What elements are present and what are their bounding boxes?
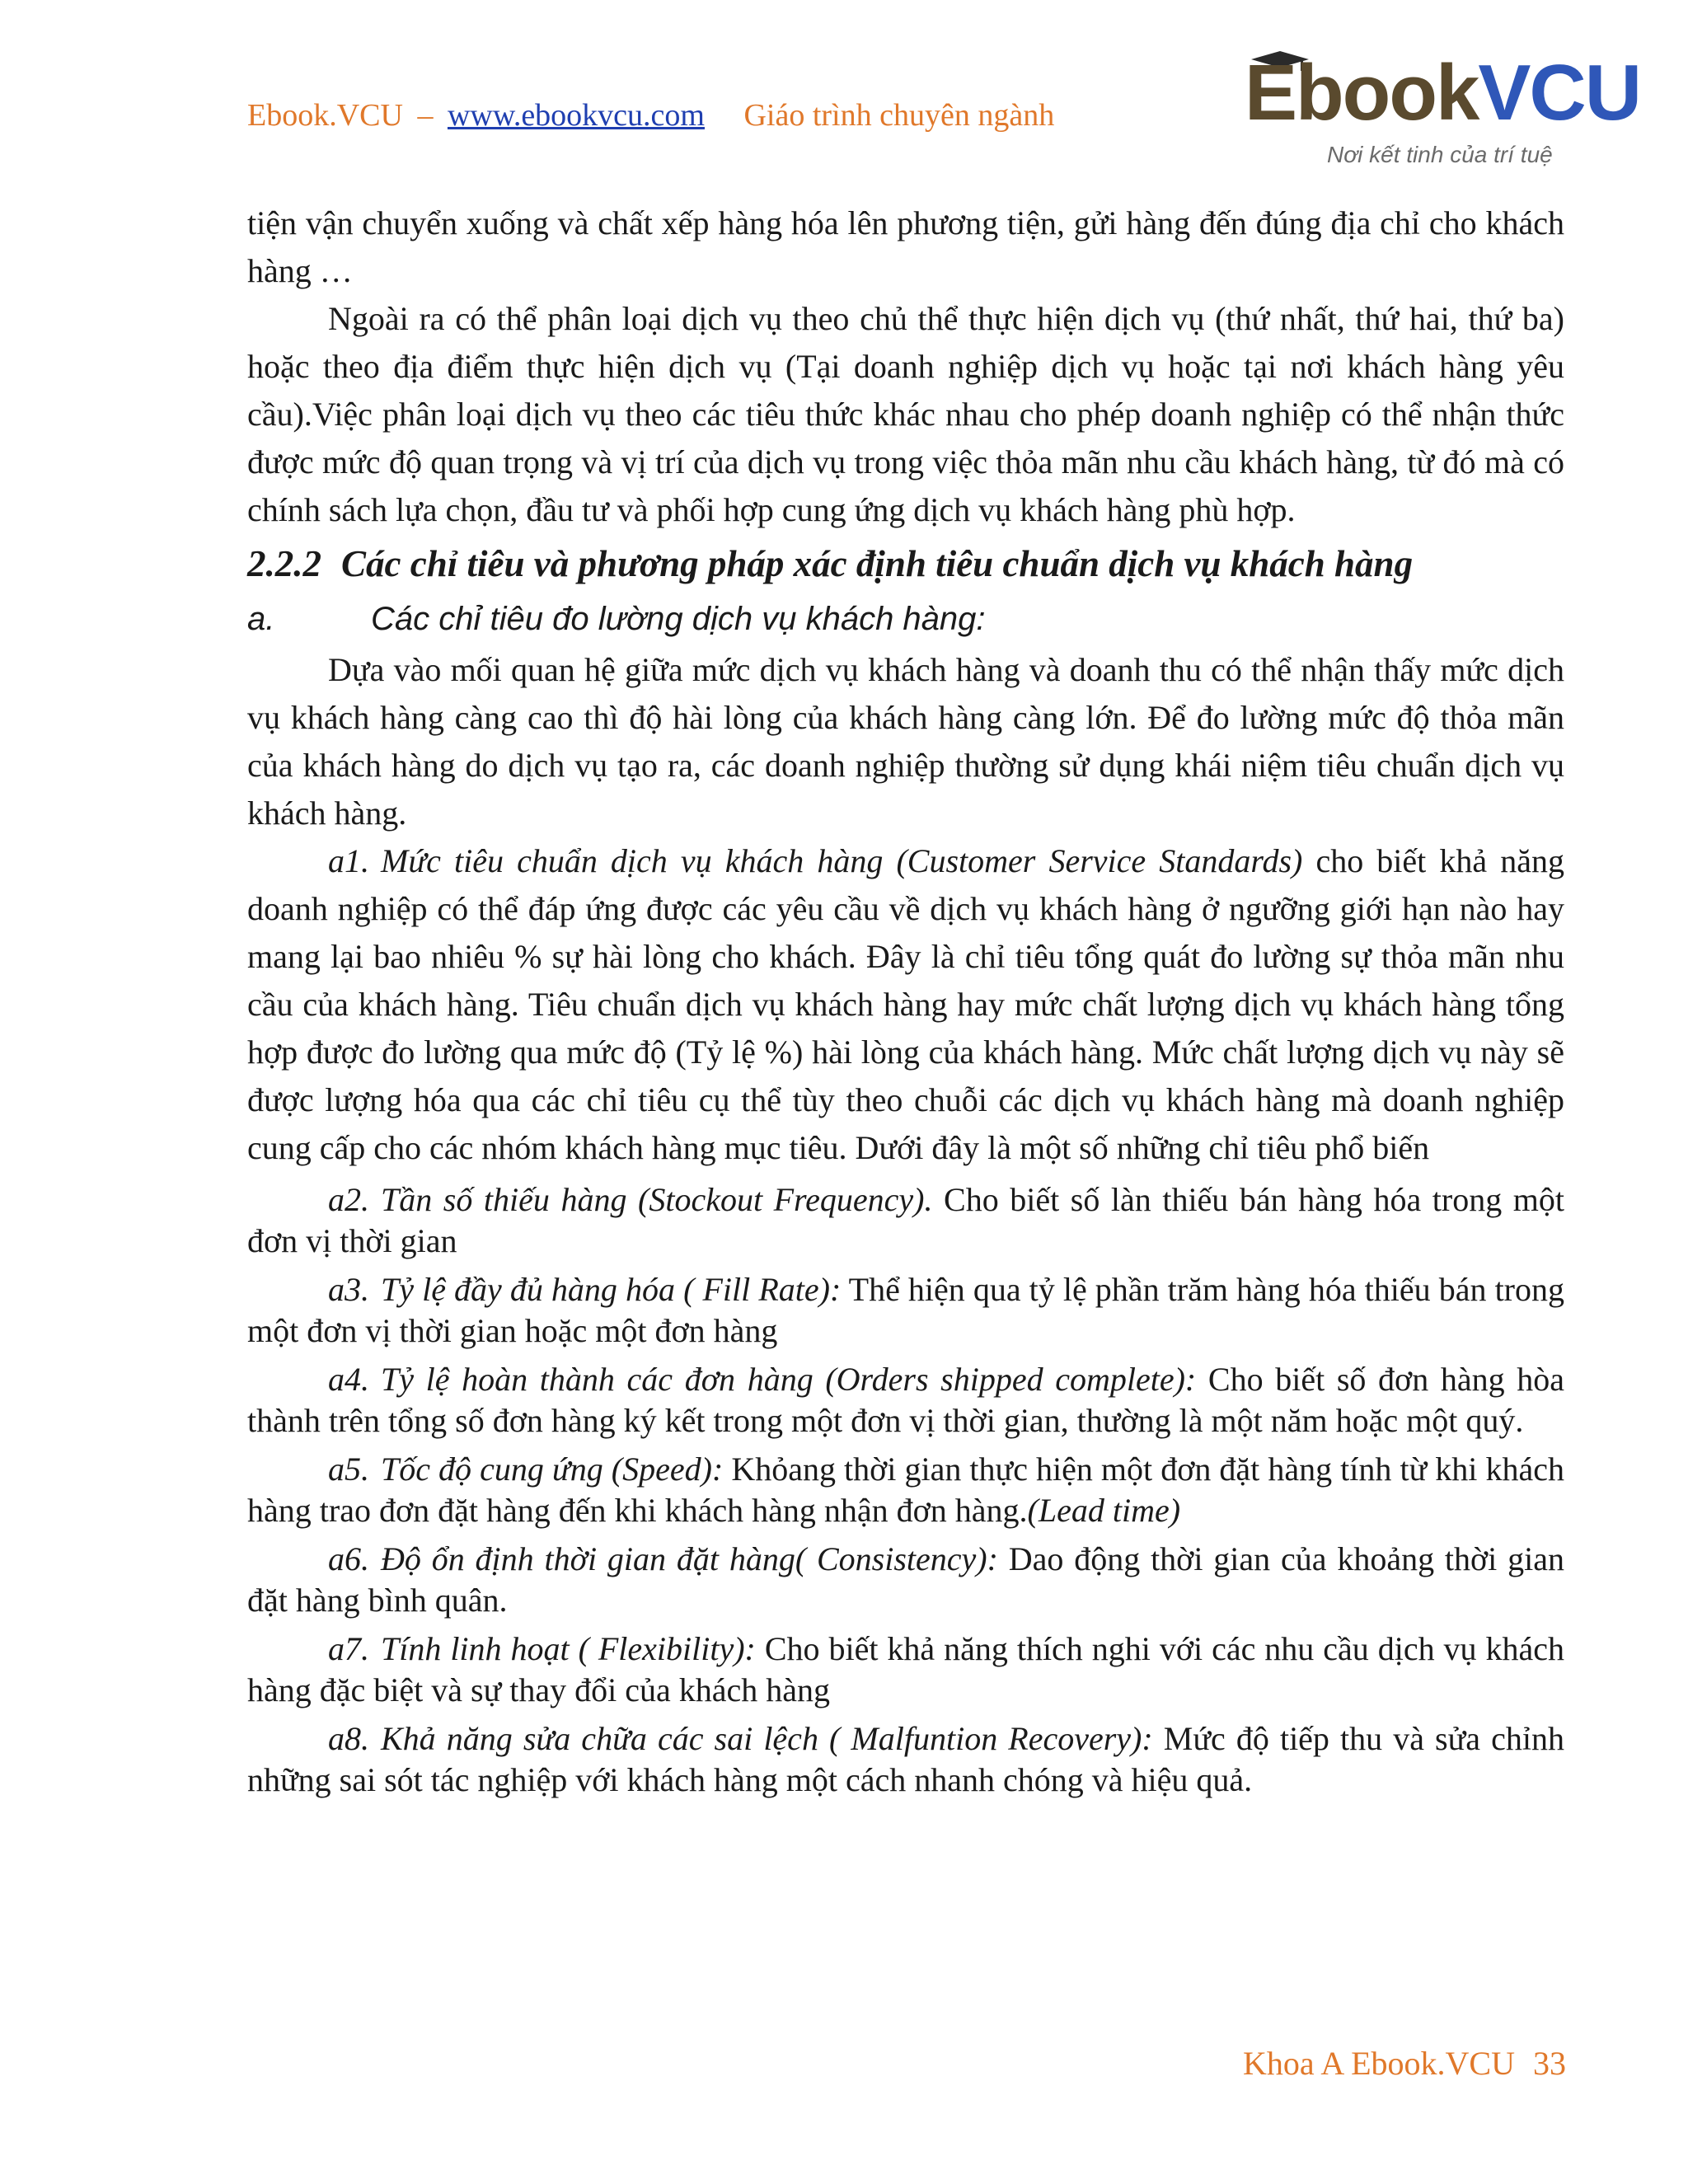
indicator-text: Cho biết số làn thiếu bán hàng hóa trong một đơn vị thời gian — [247, 1181, 1564, 1259]
indicator-item — [247, 1539, 1564, 1621]
indicator-label: a6. — [328, 1540, 369, 1577]
logo-wordmark — [1245, 48, 1640, 138]
indicator-text: Thể hiện qua tỷ lệ phần trăm hàng hóa thiếu bán trong một đơn vị thời gian hoặc một đơn hàng — [247, 1271, 1565, 1349]
indicator-term: Tốc độ cung ứng (Speed): — [381, 1451, 724, 1488]
indicator-item — [247, 1179, 1564, 1262]
indicator-term: Tỷ lệ đầy đủ hàng hóa ( Fill Rate): — [381, 1271, 842, 1308]
subsection-title: Các chỉ tiêu đo lường dịch vụ khách hàng: — [371, 601, 986, 637]
page-footer — [1243, 2044, 1566, 2083]
indicator-label: a3. — [328, 1271, 369, 1308]
indicator-label: a2. — [328, 1181, 369, 1218]
paragraph-1: tiện vận chuyển xuống và chất xếp hàng hóa lên phương tiện, gửi hàng đến đúng địa chỉ cho khách hàng … — [247, 204, 1564, 289]
header-course: Giáo trình chuyên ngành — [743, 98, 1055, 133]
indicator-text: Mức độ tiếp thu và sửa chỉnh những sai sót tác nghiệp với khách hàng một cách nhanh chóng và hiệu quả. — [247, 1720, 1564, 1798]
indicator-item — [247, 1359, 1564, 1441]
header-url-link[interactable]: www.ebookvcu.com — [447, 98, 705, 133]
indicator-term: Tần số thiếu hàng (Stockout Frequency). — [381, 1181, 933, 1218]
indicator-text: Cho biết số đơn hàng hòa thành trên tổng số đơn hàng ký kết trong một đơn vị thời gian, thường là một năm hoặc một quý. — [247, 1361, 1564, 1439]
indicator-text: Dao động thời gian của khoảng thời gian đặt hàng bình quân. — [247, 1540, 1564, 1619]
paragraph-3: Dựa vào mối quan hệ giữa mức dịch vụ khách hàng và doanh thu có thể nhận thấy mức dịch vụ khách hàng càng cao thì độ hài lòng của khách hàng càng lớn. Để đo lường mức độ thỏa mãn của khách hàng do dịch vụ tạo ra, các doanh nghiệp thường sử dụng khái niệm tiêu chuẩn dịch vụ khách hàng. — [247, 651, 1564, 832]
subsection-heading — [247, 595, 1564, 643]
paragraph-2: Ngoài ra có thể phân loại dịch vụ theo chủ thể thực hiện dịch vụ (thứ nhất, thứ hai, thứ ba) hoặc theo địa điểm thực hiện dịch vụ (Tại doanh nghiệp dịch vụ hoặc tại nơi khách hàng yêu cầu).Việc phân loại dịch vụ theo các tiêu thức khác nhau cho phép doanh nghiệp có thể nhận thức được mức độ quan trọng và vị trí của dịch vụ trong việc thỏa mãn nhu cầu khách hàng, từ đó mà có chính sách lựa chọn, đầu tư và phối hợp cung ứng dịch vụ khách hàng phù hợp. — [247, 300, 1564, 528]
indicator-term: Độ ổn định thời gian đặt hàng( Consistency): — [381, 1540, 998, 1577]
indicator-term: Mức tiêu chuẩn dịch vụ khách hàng (Customer Service Standards) — [381, 842, 1303, 879]
header-separator: – — [417, 98, 434, 133]
indicator-item — [247, 1269, 1564, 1352]
indicator-label: a4. — [328, 1361, 369, 1398]
logo-word-suffix: VCU — [1478, 49, 1641, 137]
indicator-term: Tỷ lệ hoàn thành các đơn hàng (Orders shipped complete): — [381, 1361, 1197, 1398]
indicator-label: a8. — [328, 1720, 369, 1757]
page-number: 33 — [1533, 2045, 1566, 2082]
footer-label: Khoa A Ebook.VCU — [1243, 2045, 1515, 2082]
logo-tagline: Nơi kết tinh của trí tuệ — [1327, 142, 1553, 167]
indicator-text: cho biết khả năng doanh nghiệp có thể đáp ứng được các yêu cầu về dịch vụ khách hàng ở ngưỡng giới hạn nào hay mang lại bao nhiêu % sự hài lòng cho khách. Đây là chỉ tiêu tổng quát đo lường sự thỏa mãn nhu cầu của khách hàng. Tiêu chuẩn dịch vụ khách hàng hay mức chất lượng dịch vụ khách hàng tổng hợp được đo lường qua mức độ (Tỷ lệ %) hài lòng của khách hàng. Mức chất lượng dịch vụ này sẽ được lượng hóa qua các chỉ tiêu cụ thể tùy theo chuỗi các dịch vụ khách hàng mà doanh nghiệp cung cấp cho các nhóm khách hàng mục tiêu. Dưới đây là một số những chỉ tiêu phổ biến — [247, 842, 1564, 1166]
subsection-letter: a. — [247, 601, 275, 637]
section-number: 2.2.2 — [247, 543, 321, 584]
document-body — [247, 199, 1564, 1801]
section-title: Các chỉ tiêu và phương pháp xác định tiêu chuẩn dịch vụ khách hàng — [341, 543, 1414, 584]
indicator-text: Cho biết khả năng thích nghi với các nhu cầu dịch vụ khách hàng đặc biệt và sự thay đổi của khách hàng — [247, 1630, 1564, 1708]
indicator-item — [247, 1629, 1564, 1711]
indicator-term: Tính linh hoạt ( Flexibility): — [381, 1630, 756, 1667]
ebook-vcu-logo — [1245, 33, 1641, 181]
logo-word: Ebook — [1245, 49, 1479, 137]
indicator-label: a1. — [328, 842, 369, 879]
section-heading — [247, 539, 1564, 588]
indicator-label: a7. — [328, 1630, 369, 1667]
indicator-item — [247, 1718, 1564, 1801]
header-site: Ebook.VCU — [247, 98, 403, 133]
indicator-item — [247, 1449, 1564, 1531]
indicator-label: a5. — [328, 1451, 369, 1488]
indicator-item — [247, 837, 1564, 1172]
indicator-text: Khỏang thời gian thực hiện một đơn đặt hàng tính từ khi khách hàng trao đơn đặt hàng đến khi khách hàng nhận đơn hàng. — [247, 1451, 1564, 1529]
indicator-term: Khả năng sửa chữa các sai lệch ( Malfuntion Recovery): — [381, 1720, 1153, 1757]
page-header — [247, 97, 1054, 134]
indicator-tail: (Lead time) — [1027, 1492, 1181, 1529]
